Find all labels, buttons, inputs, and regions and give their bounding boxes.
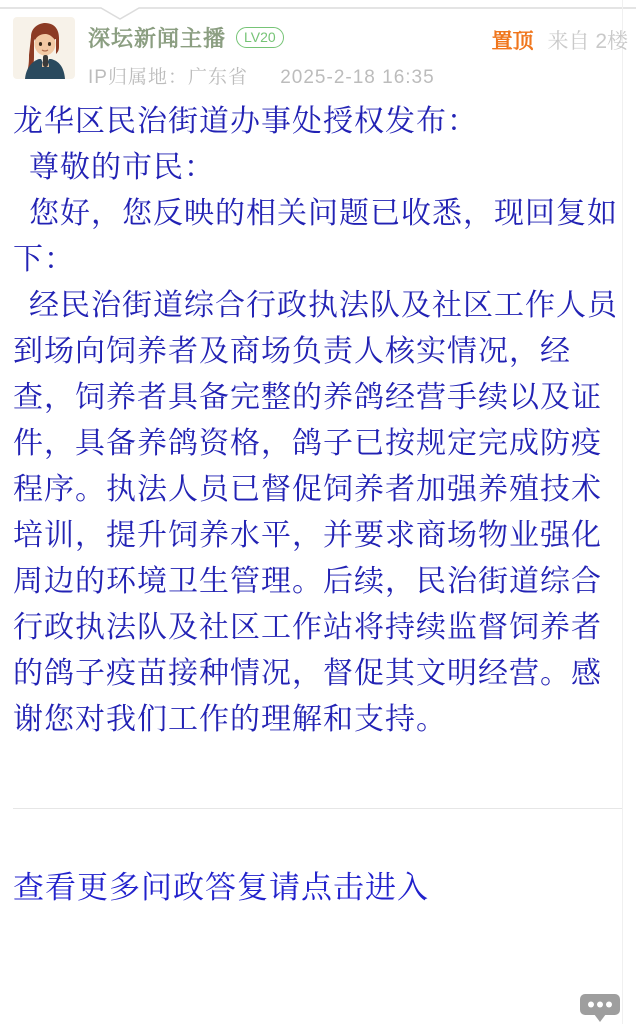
- post-paragraph: 经民治街道综合行政执法队及社区工作人员到场向饲养者及商场负责人核实情况，经查，饲养者具备完整的养鸽经营手续以及证件，具备养鸽资格，鸽子已按规定完成防疫程序。执法人员已督促饲养者加强养殖技术培训，提升饲养水平，并要求商场物业强化周边的环境卫生管理。后续，民治街道综合行政执法队及社区工作站将持续监督饲养者的鸽子疫苗接种情况，督促其文明经营。感谢您对我们工作的理解和支持。: [13, 289, 618, 736]
- level-badge: LV20: [236, 27, 284, 48]
- news-anchor-avatar-image: [13, 17, 75, 79]
- user-avatar[interactable]: [13, 17, 75, 79]
- floor-label: 来自 2楼: [547, 30, 628, 53]
- comment-bubble-icon[interactable]: [578, 993, 622, 1024]
- post-paragraph: 龙华区民治街道办事处授权发布：: [13, 105, 478, 138]
- post-paragraph: 尊敬的市民：: [13, 151, 215, 184]
- divider-line: [13, 808, 622, 809]
- more-link-row: [13, 862, 429, 907]
- username[interactable]: 深坛新闻主播: [88, 26, 227, 51]
- timestamp: 2025-2-18 16:35: [280, 67, 435, 88]
- post-header: [13, 17, 628, 88]
- post-body: [13, 99, 623, 743]
- post-meta: [88, 62, 435, 89]
- pinned-badge: 置顶: [491, 30, 534, 53]
- post-paragraph: 您好，您反映的相关问题已收悉，现回复如下：: [13, 197, 618, 276]
- floor-info: [492, 25, 628, 55]
- user-info: [88, 17, 435, 88]
- more-replies-link[interactable]: 查看更多问政答复请点击进入: [13, 870, 429, 905]
- ip-location: IP归属地：广东省: [88, 67, 248, 88]
